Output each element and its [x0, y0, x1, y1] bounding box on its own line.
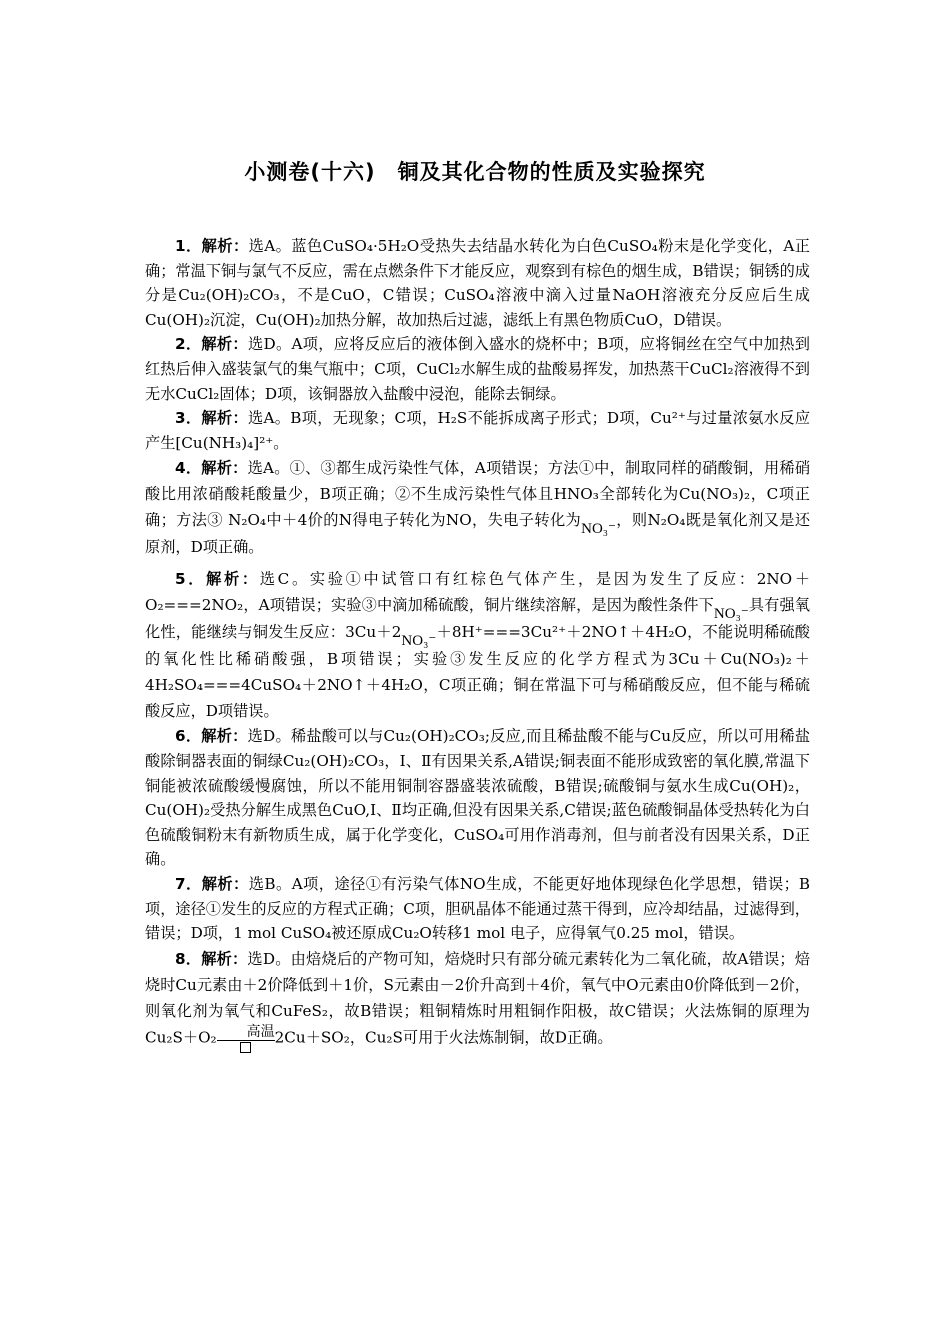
item-label: 解析：	[201, 727, 248, 746]
condition-box-icon	[240, 1042, 251, 1053]
item-text: 选D。A项，应将反应后的液体倒入盛水的烧杯中；B项，应将铜丝在空气中加热到红热后伸入盛装氯气的集气瓶中；C项，CuCl₂水解生成的盐酸易挥发，加热蒸干CuCl₂溶液得不到无水CuCl₂固体；D项，该铜器放入盐酸中浸泡，能除去铜绿。	[145, 335, 810, 403]
answer-item-7	[145, 872, 810, 946]
item-label: 解析：	[206, 570, 260, 589]
nitrate-ion-2: NO₃⁻	[401, 633, 437, 650]
page-title	[0, 156, 950, 186]
nitrate-ion: NO₃⁻	[713, 606, 749, 623]
answer-item-6	[145, 724, 810, 872]
item-number: 3．	[175, 409, 202, 428]
item-text: 选A。蓝色CuSO₄·5H₂O受热失去结晶水转化为白色CuSO₄粉末是化学变化，A正确；常温下铜与氯气不反应，需在点燃条件下才能反应，观察到有棕色的烟生成，B错误；铜锈的成分是Cu₂(OH)₂CO₃，不是CuO，C错误；CuSO₄溶液中滴入过量NaOH溶液充分反应后生成Cu(OH)₂沉淀，Cu(OH)₂加热分解，故加热后过滤，滤纸上有黑色物质CuO，D错误。	[145, 237, 810, 329]
answer-item-5	[145, 566, 810, 724]
item-number: 2．	[175, 335, 202, 354]
item-label: 解析：	[201, 335, 248, 354]
item-text: 选D。稀盐酸可以与Cu₂(OH)₂CO₃;反应,而且稀盐酸不能与Cu反应，所以可用稀盐酸除铜器表面的铜绿Cu₂(OH)₂CO₃，Ⅰ、Ⅱ有因果关系,A错误;铜表面不能形成致密的氧化膜,常温下铜能被浓硫酸缓慢腐蚀，所以不能用铜制容器盛装浓硫酸，B错误;硫酸铜与氨水生成Cu(OH)₂，Cu(OH)₂受热分解生成黑色CuO,Ⅰ、Ⅱ均正确,但没有因果关系,C错误;蓝色硫酸铜晶体受热转化为白色硫酸铜粉末有新物质生成，属于化学变化，CuSO₄可用作消毒剂，但与前者没有因果关系，D正确。	[145, 727, 811, 869]
reaction-condition	[217, 1024, 275, 1053]
answer-item-3	[145, 406, 810, 455]
item-number: 8．	[175, 949, 202, 968]
item-label: 解析：	[201, 874, 249, 893]
item-text: 选C。实验①中试管口有红棕色气体产生，是因为发生了反应：2NO＋O₂===2NO₂，A项错误；实验③中滴加稀硫酸，铜片继续溶解，是因为酸性条件下	[145, 570, 811, 615]
item-number: 1．	[175, 237, 202, 255]
answer-item-1	[145, 234, 810, 332]
item-text-cont: ，则N₂O₄既是氧化剂又是还原剂，D项正确。	[145, 511, 811, 557]
item-text: 选B。A项，途径①有污染气体NO生成，不能更好地体现绿色化学思想，错误；B项，途径①发生的反应的方程式正确；C项，胆矾晶体不能通过蒸干得到，应冷却结晶，过滤得到，错误；D项，1 mol CuSO₄被还原成Cu₂O转移1 mol 电子，应得氧气0.25 mol，错误。	[145, 874, 810, 943]
item-text-cont: 具有强氧化性，能继续与铜发生反应：3Cu＋2	[145, 596, 810, 642]
item-label: 解析：	[201, 459, 248, 478]
item-number: 7．	[175, 874, 202, 893]
item-number: 4．	[175, 459, 202, 478]
title-main: 小测卷(十六)	[244, 160, 376, 184]
item-label: 解析：	[201, 409, 248, 428]
item-text: 选D。由焙烧后的产物可知，焙烧时只有部分硫元素转化为二氧化硫，故A错误；焙烧时Cu元素由＋2价降低到＋1价，S元素由－2价升高到＋4价，氧气中O元素由0价降低到－2价，则氧化剂为氧气和CuFeS₂，故B错误；粗铜精炼时用粗铜作阳极，故C错误；火法炼铜的原理为Cu₂S＋O₂	[145, 949, 810, 1047]
item-text-cont-2: ＋8H⁺===3Cu²⁺＋2NO↑＋4H₂O，不能说明稀硫酸的氧化性比稀硝酸强，B项错误；实验③发生反应的化学方程式为3Cu＋Cu(NO₃)₂＋4H₂SO₄===4CuSO₄＋2NO↑＋4H₂O，C项正确；铜在常温下可与稀硝酸反应，但不能与稀硫酸反应，D项错误。	[145, 623, 810, 721]
answer-body	[145, 234, 810, 1053]
title-subtitle: 铜及其化合物的性质及实验探究	[397, 160, 706, 184]
item-text: 选A。①、③都生成污染性气体，A项错误；方法①中，制取同样的硝酸铜，用稀硝酸比用浓硝酸耗酸量少，B项正确；②不生成污染性气体且HNO₃全部转化为Cu(NO₃)₂，C项正确；方法③ N₂O₄中＋4价的N得电子转化为NO，失电子转化为	[145, 459, 811, 530]
item-label: 解析：	[201, 237, 249, 255]
item-number: 5．	[175, 570, 207, 589]
condition-label: 高温	[217, 1024, 275, 1041]
nitrate-ion: NO₃⁻	[581, 521, 616, 538]
item-text-cont: 2Cu＋SO₂，Cu₂S可用于火法炼制铜，故D正确。	[274, 1028, 613, 1047]
item-label: 解析：	[201, 949, 248, 968]
item-text: 选A。B项，无现象；C项，H₂S不能拆成离子形式；D项，Cu²⁺与过量浓氨水反应产生[Cu(NH₃)₄]²⁺。	[145, 409, 811, 452]
item-number: 6．	[175, 727, 202, 746]
answer-item-2	[145, 332, 810, 406]
answer-item-8	[145, 946, 810, 1053]
answer-item-4	[145, 455, 810, 560]
